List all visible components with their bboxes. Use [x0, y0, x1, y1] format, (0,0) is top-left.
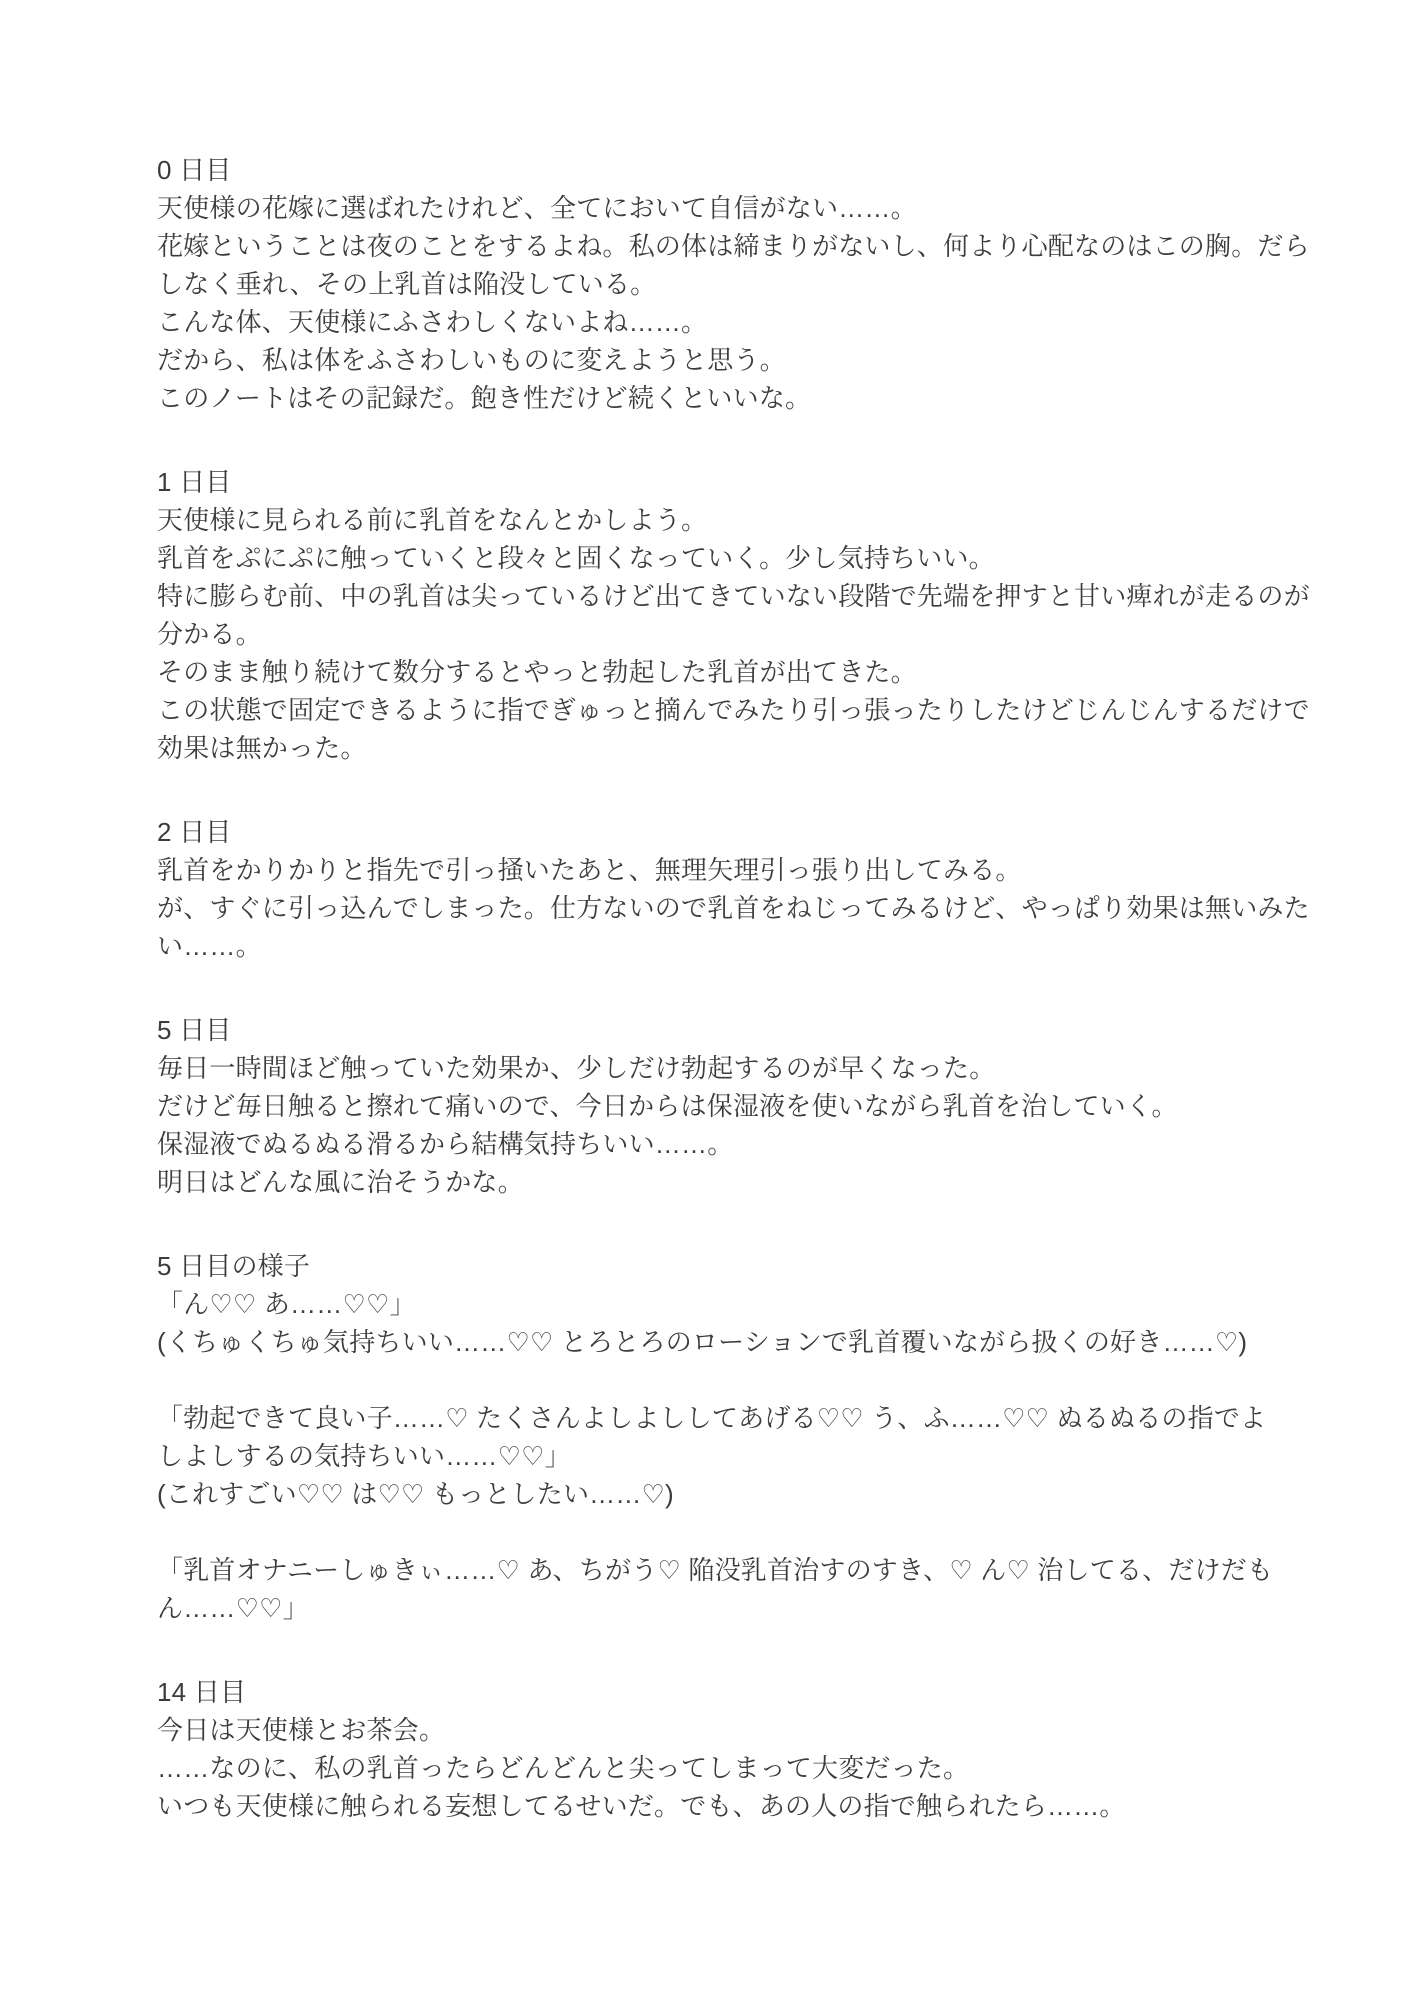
diary-entry [157, 813, 1317, 965]
text-line: このノートはその記録だ。飽き性だけど続くといいな。 [157, 383, 812, 413]
text-line: 「ん♡♡ あ……♡♡」 [157, 1289, 416, 1319]
entry-heading: 1 日目 [157, 467, 232, 497]
text-line: 明日はどんな風に治そうかな。 [157, 1167, 524, 1197]
paragraph-block [157, 501, 1317, 767]
paragraph-block [157, 851, 1317, 965]
text-line: 花嫁ということは夜のことをするよね。私の体は締まりがないし、何より心配なのはこの胸。だら [157, 231, 1310, 261]
diary-entry [157, 1247, 1317, 1627]
text-line: 「勃起できて良い子……♡ たくさんよしよししてあげる♡♡ う、ふ……♡♡ ぬるぬるの指でよ [157, 1403, 1267, 1433]
text-line: こんな体、天使様にふさわしくないよね……。 [157, 307, 708, 337]
text-line: しなく垂れ、その上乳首は陥没している。 [157, 269, 657, 299]
entry-heading: 5 日目 [157, 1015, 232, 1045]
text-line: そのまま触り続けて数分するとやっと勃起した乳首が出てきた。 [157, 657, 917, 687]
text-line: 毎日一時間ほど触っていた効果か、少しだけ勃起するのが早くなった。 [157, 1053, 996, 1083]
text-line: 天使様に見られる前に乳首をなんとかしよう。 [157, 505, 708, 535]
text-line: 乳首をぷにぷに触っていくと段々と固くなっていく。少し気持ちいい。 [157, 543, 995, 573]
entry-heading: 5 日目の様子 [157, 1251, 311, 1281]
text-line: 乳首をかりかりと指先で引っ掻いたあと、無理矢理引っ張り出してみる。 [157, 855, 1022, 885]
paragraph-block [157, 1711, 1317, 1825]
text-line: 効果は無かった。 [157, 733, 367, 763]
diary-entry [157, 1673, 1317, 1825]
diary-entry [157, 1011, 1317, 1201]
text-line: (くちゅくちゅ気持ちいい……♡♡ とろとろのローションで乳首覆いながら扱くの好き……♡) [157, 1327, 1248, 1357]
diary-entry [157, 463, 1317, 767]
paragraph-block [157, 1285, 1317, 1361]
diary-entry [157, 151, 1317, 417]
paragraph-block [157, 1551, 1317, 1627]
text-line: (これすごい♡♡ は♡♡ もっとしたい……♡) [157, 1479, 674, 1509]
text-line: 天使様の花嫁に選ばれたけれど、全てにおいて自信がない……。 [157, 193, 917, 223]
text-line: この状態で固定できるように指でぎゅっと摘んでみたり引っ張ったりしたけどじんじんするだけで [157, 695, 1310, 725]
text-line: 今日は天使様とお茶会。 [157, 1715, 446, 1745]
entry-heading: 14 日目 [157, 1677, 247, 1707]
text-line: 分かる。 [157, 619, 262, 649]
text-line: 保湿液でぬるぬる滑るから結構気持ちいい……。 [157, 1129, 734, 1159]
entry-heading: 0 日目 [157, 155, 232, 185]
entry-heading: 2 日目 [157, 817, 232, 847]
text-line: ……なのに、私の乳首ったらどんどんと尖ってしまって大変だった。 [157, 1753, 970, 1783]
text-line: ん……♡♡」 [157, 1593, 309, 1623]
text-line: い……。 [157, 931, 262, 961]
text-line: だけど毎日触ると擦れて痛いので、今日からは保湿液を使いながら乳首を治していく。 [157, 1091, 1178, 1121]
text-line: いつも天使様に触られる妄想してるせいだ。でも、あの人の指で触られたら……。 [157, 1791, 1126, 1821]
text-line: 「乳首オナニーしゅきぃ……♡ あ、ちがう♡ 陥没乳首治すのすき、♡ ん♡ 治してる、だけだも [157, 1555, 1274, 1585]
paragraph-block [157, 1399, 1317, 1513]
text-line: 特に膨らむ前、中の乳首は尖っているけど出てきていない段階で先端を押すと甘い痺れが走るのが [157, 581, 1310, 611]
text-line: が、すぐに引っ込んでしまった。仕方ないので乳首をねじってみるけど、やっぱり効果は無いみた [157, 893, 1310, 923]
paragraph-block [157, 189, 1317, 417]
text-line: だから、私は体をふさわしいものに変えようと思う。 [157, 345, 786, 375]
text-line: しよしするの気持ちいい……♡♡」 [157, 1441, 571, 1471]
paragraph-block [157, 1049, 1317, 1201]
